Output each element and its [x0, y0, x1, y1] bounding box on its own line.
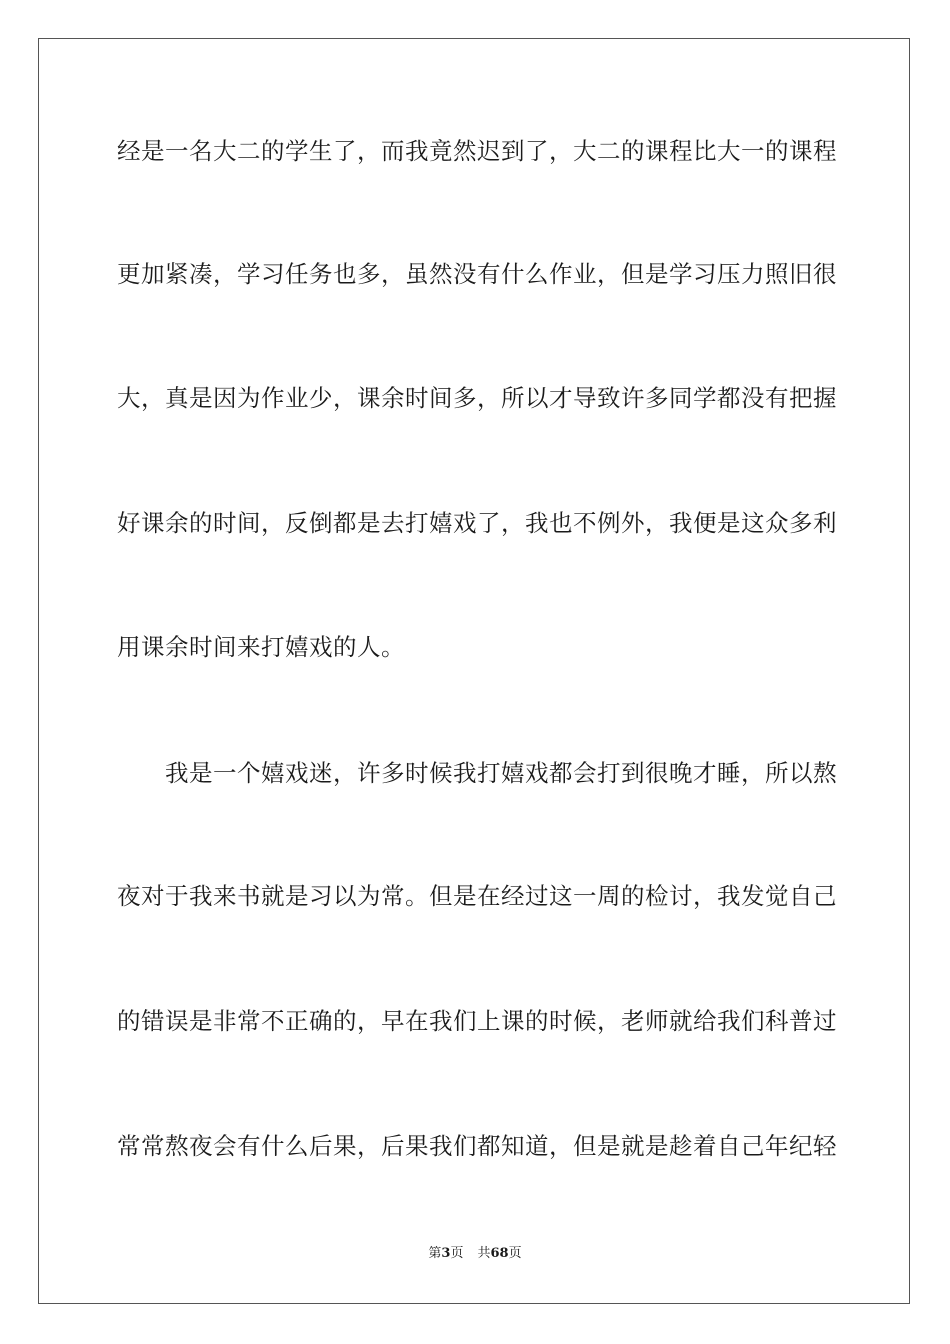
- body-line-9: 常常熬夜会有什么后果，后果我们都知道，但是就是趁着自己年纪轻: [117, 1132, 837, 1160]
- body-line-3: 大，真是因为作业少，课余时间多，所以才导致许多同学都没有把握: [117, 384, 837, 412]
- page-suffix: 页: [450, 1246, 464, 1261]
- total-pages: 68: [490, 1246, 509, 1261]
- total-prefix: 共: [477, 1246, 491, 1261]
- body-line-5: 用课余时间来打嬉戏的人。: [117, 633, 405, 661]
- body-line-7: 夜对于我来书就是习以为常。但是在经过这一周的检讨，我发觉自己: [117, 882, 837, 910]
- page-number: 3: [441, 1246, 451, 1261]
- body-line-4: 好课余的时间，反倒都是去打嬉戏了，我也不例外，我便是这众多利: [117, 509, 837, 537]
- page-border: [38, 38, 910, 1304]
- body-line-8: 的错误是非常不正确的，早在我们上课的时候，老师就给我们科普过: [117, 1007, 837, 1035]
- page-footer: [0, 1245, 950, 1263]
- body-line-1: 经是一名大二的学生了，而我竟然迟到了，大二的课程比大一的课程: [117, 137, 837, 165]
- page-prefix: 第: [428, 1246, 442, 1261]
- body-line-2: 更加紧凑，学习任务也多，虽然没有什么作业，但是学习压力照旧很: [117, 260, 837, 288]
- total-suffix: 页: [508, 1246, 522, 1261]
- body-line-6: 我是一个嬉戏迷，许多时候我打嬉戏都会打到很晚才睡，所以熬: [165, 759, 837, 787]
